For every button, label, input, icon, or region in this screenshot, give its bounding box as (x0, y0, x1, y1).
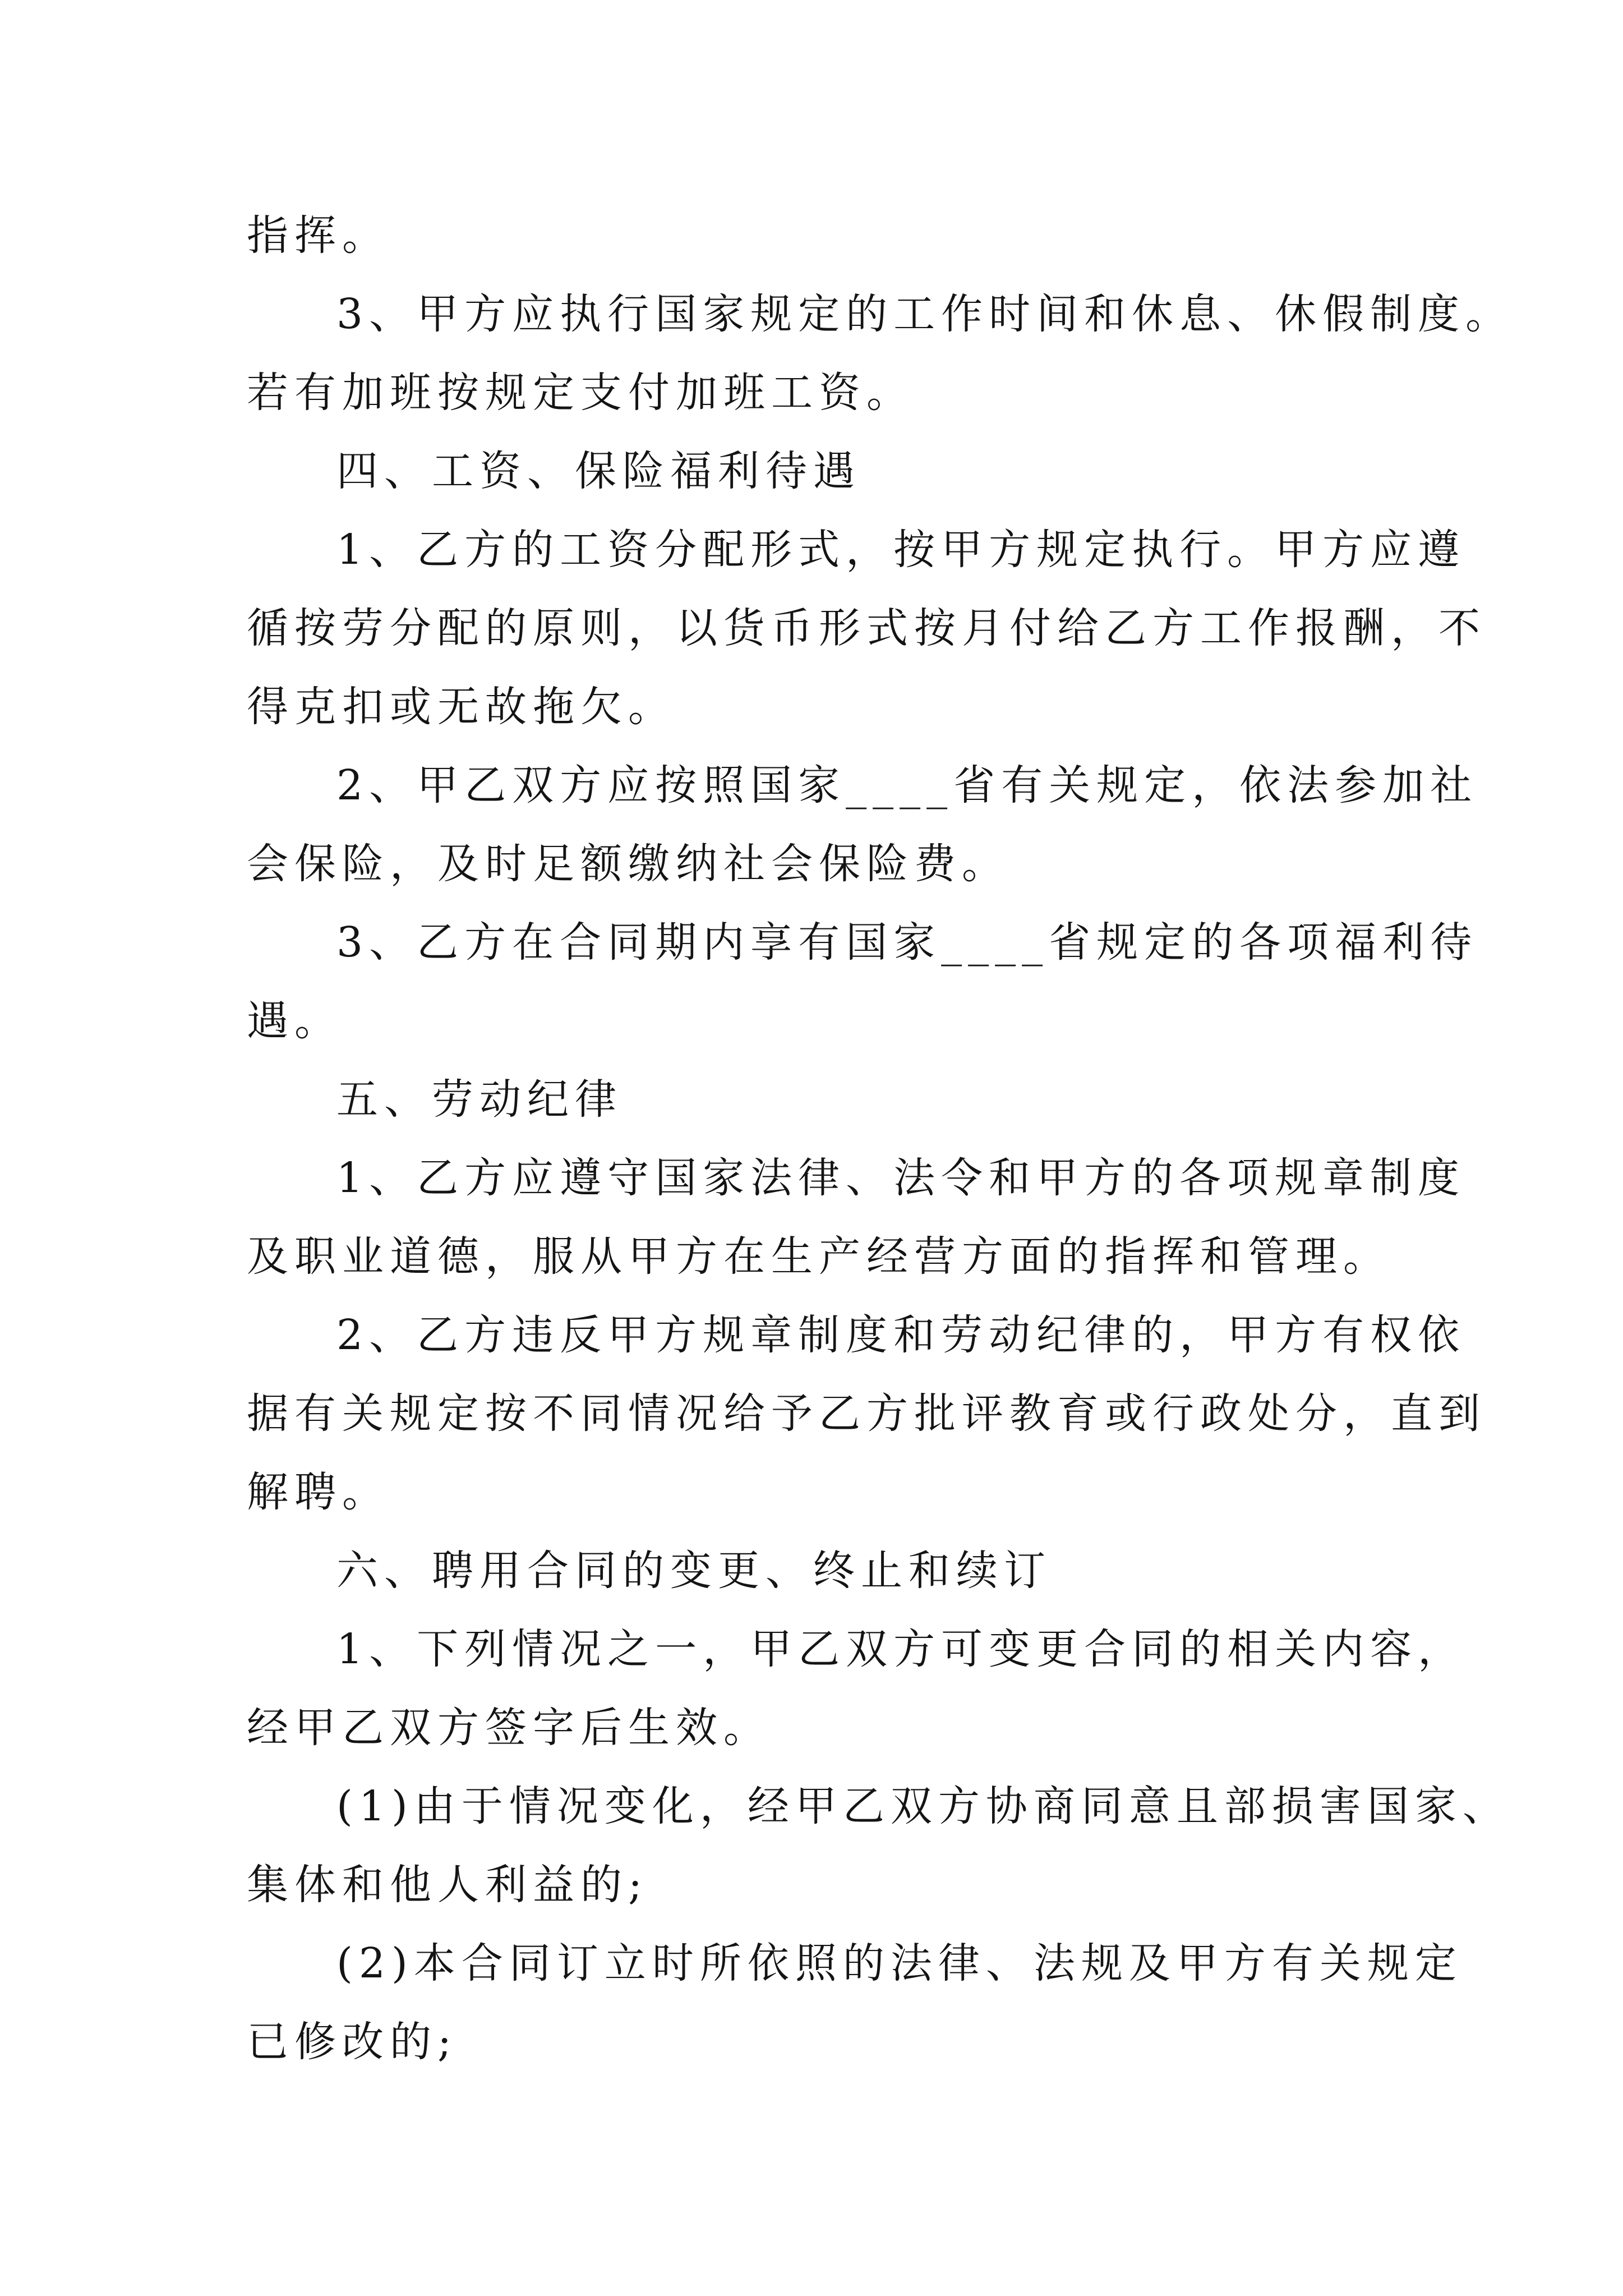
text-line: 遇。 (247, 997, 342, 1045)
text-line: 1、乙方的工资分配形式，按甲方规定执行。甲方应遵 (336, 526, 1466, 574)
section-heading: 六、聘用合同的变更、终止和续订 (336, 1547, 1052, 1595)
text-line: 循按劳分配的原则，以货币形式按月付给乙方工作报酬，不 (247, 604, 1486, 652)
section-heading: 五、劳动纪律 (336, 1075, 623, 1124)
text-line: 指挥。 (247, 211, 390, 260)
text-line: 解聘。 (247, 1468, 390, 1516)
text-line: 据有关规定按不同情况给予乙方批评教育或行政处分，直到 (247, 1389, 1486, 1438)
text-line: 1、乙方应遵守国家法律、法令和甲方的各项规章制度 (336, 1154, 1466, 1202)
text-line: 会保险，及时足额缴纳社会保险费。 (247, 840, 1009, 888)
text-line: 1、下列情况之一，甲乙双方可变更合同的相关内容， (336, 1625, 1466, 1673)
text-line: 得克扣或无故拖欠。 (247, 683, 676, 731)
text-line: 集体和他人利益的; (247, 1861, 648, 1909)
section-heading: 四、工资、保险福利待遇 (336, 447, 861, 495)
text-line: (1)由于情况变化，经甲乙双方协商同意且部损害国家、 (336, 1782, 1510, 1830)
text-line: 及职业道德，服从甲方在生产经营方面的指挥和管理。 (247, 1232, 1391, 1281)
text-line: 3、甲方应执行国家规定的工作时间和休息、休假制度。 (336, 290, 1514, 338)
text-line: (2)本合同订立时所依照的法律、法规及甲方有关规定 (336, 1939, 1463, 1987)
text-line: 2、甲乙双方应按照国家____省有关规定，依法参加社 (336, 761, 1478, 809)
text-line: 3、乙方在合同期内享有国家____省规定的各项福利待 (336, 918, 1478, 967)
text-line: 若有加班按规定支付加班工资。 (247, 369, 914, 417)
text-line: 2、乙方违反甲方规章制度和劳动纪律的，甲方有权依 (336, 1311, 1466, 1359)
text-line: 经甲乙双方签字后生效。 (247, 1704, 771, 1752)
text-line: 已修改的; (247, 2018, 458, 2066)
